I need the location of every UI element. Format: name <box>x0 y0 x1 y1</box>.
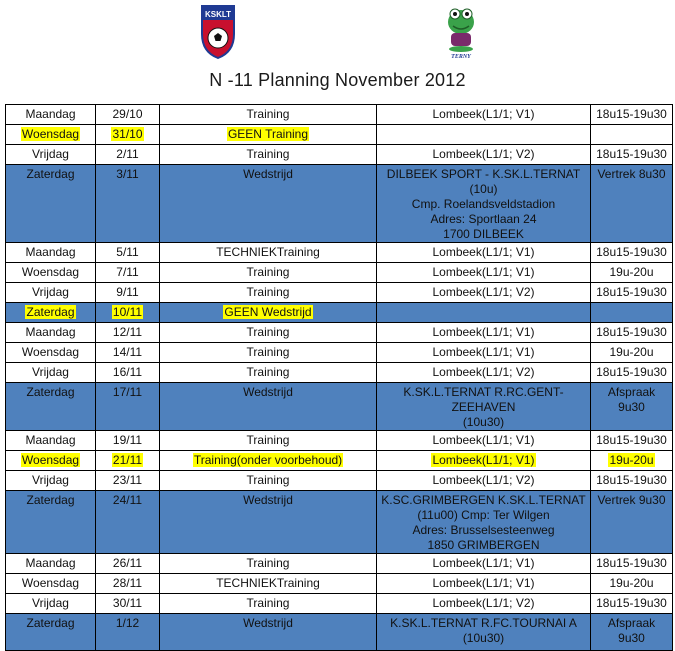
date-text: 17/11 <box>112 385 143 399</box>
cell-time <box>591 145 673 165</box>
cell-place <box>377 363 591 383</box>
date-text: 14/11 <box>112 345 143 359</box>
place-line: Adres: Brusselsesteenweg <box>412 523 555 537</box>
time-text: Vertrek 8u30 <box>597 167 666 181</box>
type-text: Wedstrijd <box>243 493 293 507</box>
cell-date <box>96 574 160 594</box>
cell-time <box>591 125 673 145</box>
cell-type <box>160 574 377 594</box>
cell-type <box>160 451 377 471</box>
cell-time <box>591 343 673 363</box>
cell-type <box>160 554 377 574</box>
cell-place <box>377 471 591 491</box>
cell-type <box>160 105 377 125</box>
cell-day <box>6 283 96 303</box>
place-line: Lombeek(L1/1; V2) <box>432 473 535 487</box>
cell-type <box>160 125 377 145</box>
cell-time <box>591 614 673 651</box>
schedule-row <box>6 491 673 554</box>
cell-place <box>377 105 591 125</box>
cell-date <box>96 594 160 614</box>
planning-table <box>5 104 673 651</box>
place-line: Lombeek(L1/1; V2) <box>432 365 535 379</box>
place-line: Adres: Sportlaan 24 <box>430 212 537 226</box>
mascot-logo-text: TERNY <box>451 54 471 60</box>
time-text: 19u-20u <box>609 265 654 279</box>
cell-place <box>377 243 591 263</box>
date-text: 2/11 <box>116 147 139 161</box>
place-line: (10u30) <box>462 631 505 645</box>
time-text: Afspraak 9u30 <box>607 616 656 645</box>
cell-type <box>160 165 377 243</box>
date-text: 31/10 <box>112 127 143 141</box>
day-text: Vrijdag <box>32 147 69 161</box>
time-text: 18u15-19u30 <box>596 147 667 161</box>
day-text: Vrijdag <box>32 365 69 379</box>
cell-day <box>6 165 96 243</box>
type-text: Training <box>246 556 290 570</box>
cell-place <box>377 431 591 451</box>
cell-place <box>377 343 591 363</box>
time-text: 18u15-19u30 <box>596 285 667 299</box>
cell-place <box>377 451 591 471</box>
date-text: 9/11 <box>116 285 139 299</box>
cell-date <box>96 383 160 431</box>
cell-time <box>591 303 673 323</box>
date-text: 30/11 <box>112 596 143 610</box>
cell-type <box>160 323 377 343</box>
cell-day <box>6 263 96 283</box>
cell-day <box>6 383 96 431</box>
day-text: Zaterdag <box>26 385 75 399</box>
cell-type <box>160 383 377 431</box>
day-text: Maandag <box>25 325 76 339</box>
place-line: Lombeek(L1/1; V1) <box>432 576 535 590</box>
schedule-row <box>6 323 673 343</box>
place-line: Lombeek(L1/1; V2) <box>432 285 535 299</box>
cell-day <box>6 491 96 554</box>
schedule-row <box>6 125 673 145</box>
day-text: Maandag <box>25 107 76 121</box>
day-text: Zaterdag <box>26 493 75 507</box>
type-text: Training <box>246 433 290 447</box>
time-text: Vertrek 9u30 <box>597 493 666 507</box>
place-line: Lombeek(L1/1; V2) <box>432 147 535 161</box>
schedule-row <box>6 363 673 383</box>
cell-time <box>591 574 673 594</box>
date-text: 19/11 <box>112 433 143 447</box>
type-text: Wedstrijd <box>243 616 293 630</box>
place-line: Lombeek(L1/1; V2) <box>432 596 535 610</box>
time-text: 18u15-19u30 <box>596 325 667 339</box>
day-text: Woensdag <box>21 576 80 590</box>
date-text: 16/11 <box>112 365 143 379</box>
day-text: Woensdag <box>21 345 80 359</box>
schedule-row <box>6 471 673 491</box>
time-text: 18u15-19u30 <box>596 433 667 447</box>
cell-day <box>6 451 96 471</box>
cell-time <box>591 431 673 451</box>
date-text: 29/10 <box>112 107 143 121</box>
place-line: Lombeek(L1/1; V1) <box>432 265 535 279</box>
cell-time <box>591 105 673 125</box>
cell-place <box>377 263 591 283</box>
time-text: 18u15-19u30 <box>596 245 667 259</box>
cell-place <box>377 574 591 594</box>
cell-day <box>6 303 96 323</box>
date-text: 21/11 <box>112 453 143 467</box>
day-text: Maandag <box>25 433 76 447</box>
type-text: Training(onder voorbehoud) <box>193 453 343 467</box>
type-text: Training <box>246 265 290 279</box>
schedule-row <box>6 105 673 125</box>
place-line: 1850 GRIMBERGEN <box>427 538 540 552</box>
date-text: 7/11 <box>116 265 139 279</box>
day-text: Zaterdag <box>26 167 75 181</box>
type-text: GEEN Wedstrijd <box>224 305 312 319</box>
time-text: 19u-20u <box>609 453 654 467</box>
day-text: Woensdag <box>21 127 80 141</box>
cell-date <box>96 431 160 451</box>
day-text: Maandag <box>25 556 76 570</box>
place-line: Lombeek(L1/1; V1) <box>432 325 535 339</box>
type-text: Training <box>246 365 290 379</box>
cell-time <box>591 263 673 283</box>
place-line: DILBEEK SPORT - K.SK.L.TERNAT (10u) <box>386 167 581 196</box>
type-text: Wedstrijd <box>243 385 293 399</box>
cell-place <box>377 383 591 431</box>
cell-place <box>377 125 591 145</box>
cell-date <box>96 471 160 491</box>
cell-day <box>6 471 96 491</box>
place-line: Lombeek(L1/1; V1) <box>432 433 535 447</box>
cell-day <box>6 323 96 343</box>
schedule-row <box>6 614 673 651</box>
cell-day <box>6 145 96 165</box>
date-text: 24/11 <box>112 493 143 507</box>
place-line: K.SC.GRIMBERGEN K.SK.L.TERNAT <box>381 493 586 507</box>
type-text: Training <box>246 325 290 339</box>
cell-type <box>160 145 377 165</box>
cell-time <box>591 471 673 491</box>
place-line: Cmp. Roelandsveldstadion <box>411 197 556 211</box>
place-line: 1700 DILBEEK <box>443 227 524 241</box>
type-text: TECHNIEKTraining <box>216 245 320 259</box>
schedule-row <box>6 554 673 574</box>
type-text: TECHNIEKTraining <box>216 576 320 590</box>
date-text: 3/11 <box>116 167 139 181</box>
cell-date <box>96 554 160 574</box>
schedule-row <box>6 165 673 243</box>
cell-place <box>377 554 591 574</box>
date-text: 28/11 <box>112 576 143 590</box>
cell-date <box>96 363 160 383</box>
place-line: Lombeek(L1/1; V1) <box>432 556 535 570</box>
type-text: Training <box>246 345 290 359</box>
cell-day <box>6 594 96 614</box>
date-text: 23/11 <box>112 473 143 487</box>
time-text: 18u15-19u30 <box>596 556 667 570</box>
cell-day <box>6 363 96 383</box>
time-text: 18u15-19u30 <box>596 596 667 610</box>
time-text: 18u15-19u30 <box>596 365 667 379</box>
cell-place <box>377 323 591 343</box>
cell-type <box>160 303 377 323</box>
schedule-row <box>6 594 673 614</box>
date-text: 1/12 <box>115 616 140 630</box>
type-text: Training <box>246 596 290 610</box>
day-text: Vrijdag <box>32 473 69 487</box>
time-text: 19u-20u <box>609 345 654 359</box>
cell-type <box>160 491 377 554</box>
cell-day <box>6 431 96 451</box>
cell-type <box>160 594 377 614</box>
schedule-row <box>6 263 673 283</box>
cell-day <box>6 343 96 363</box>
cell-date <box>96 283 160 303</box>
place-line: Lombeek(L1/1; V1) <box>432 345 535 359</box>
date-text: 12/11 <box>112 325 143 339</box>
cell-type <box>160 471 377 491</box>
date-text: 10/11 <box>112 305 143 319</box>
place-line: Lombeek(L1/1; V1) <box>432 107 535 121</box>
cell-time <box>591 323 673 343</box>
time-text: 18u15-19u30 <box>596 473 667 487</box>
day-text: Woensdag <box>21 265 80 279</box>
cell-day <box>6 105 96 125</box>
cell-date <box>96 125 160 145</box>
place-line: Lombeek(L1/1; V1) <box>432 245 535 259</box>
cell-type <box>160 263 377 283</box>
time-text: 19u-20u <box>609 576 654 590</box>
cell-time <box>591 554 673 574</box>
cell-type <box>160 343 377 363</box>
place-line: Lombeek(L1/1; V1) <box>432 453 535 467</box>
schedule-row <box>6 383 673 431</box>
place-line: K.SK.L.TERNAT R.RC.GENT-ZEEHAVEN <box>403 385 564 414</box>
place-line: (11u00) Cmp: Ter Wilgen <box>417 508 550 522</box>
cell-date <box>96 614 160 651</box>
cell-time <box>591 594 673 614</box>
cell-date <box>96 323 160 343</box>
club-logo-text: KSKLT <box>204 10 232 19</box>
day-text: Vrijdag <box>32 596 69 610</box>
cell-date <box>96 243 160 263</box>
cell-day <box>6 574 96 594</box>
page-title: N -11 Planning November 2012 <box>209 70 466 90</box>
type-text: Training <box>246 473 290 487</box>
cell-type <box>160 614 377 651</box>
cell-type <box>160 431 377 451</box>
day-text: Zaterdag <box>26 305 75 319</box>
cell-place <box>377 145 591 165</box>
cell-place <box>377 491 591 554</box>
schedule-row <box>6 303 673 323</box>
day-text: Zaterdag <box>26 616 75 630</box>
cell-date <box>96 303 160 323</box>
cell-time <box>591 165 673 243</box>
day-text: Maandag <box>25 245 76 259</box>
date-text: 26/11 <box>112 556 143 570</box>
cell-date <box>96 343 160 363</box>
cell-type <box>160 363 377 383</box>
type-text: Wedstrijd <box>243 167 293 181</box>
type-text: Training <box>246 285 290 299</box>
schedule-row <box>6 451 673 471</box>
schedule-row <box>6 343 673 363</box>
place-line: K.SK.L.TERNAT R.FC.TOURNAI A <box>390 616 577 630</box>
cell-time <box>591 491 673 554</box>
cell-day <box>6 243 96 263</box>
cell-type <box>160 283 377 303</box>
cell-date <box>96 491 160 554</box>
schedule-row <box>6 243 673 263</box>
cell-type <box>160 243 377 263</box>
type-text: Training <box>246 107 290 121</box>
day-text: Woensdag <box>21 453 80 467</box>
schedule-row <box>6 574 673 594</box>
cell-day <box>6 125 96 145</box>
time-text: 18u15-19u30 <box>596 107 667 121</box>
schedule-row <box>6 145 673 165</box>
cell-place <box>377 283 591 303</box>
time-text: Afspraak 9u30 <box>607 385 656 414</box>
cell-day <box>6 614 96 651</box>
club-shield-logo <box>200 4 236 60</box>
day-text: Vrijdag <box>32 285 69 299</box>
cell-time <box>591 451 673 471</box>
cell-date <box>96 105 160 125</box>
type-text: Training <box>246 147 290 161</box>
cell-place <box>377 614 591 651</box>
date-text: 5/11 <box>116 245 139 259</box>
cell-date <box>96 165 160 243</box>
place-line: (10u30) <box>462 415 505 429</box>
cell-time <box>591 383 673 431</box>
cell-place <box>377 303 591 323</box>
frog-mascot-logo <box>443 2 479 60</box>
cell-date <box>96 263 160 283</box>
cell-date <box>96 451 160 471</box>
cell-time <box>591 243 673 263</box>
cell-place <box>377 165 591 243</box>
cell-date <box>96 145 160 165</box>
schedule-row <box>6 283 673 303</box>
cell-time <box>591 283 673 303</box>
cell-time <box>591 363 673 383</box>
schedule-row <box>6 431 673 451</box>
cell-place <box>377 594 591 614</box>
cell-day <box>6 554 96 574</box>
type-text: GEEN Training <box>227 127 309 141</box>
